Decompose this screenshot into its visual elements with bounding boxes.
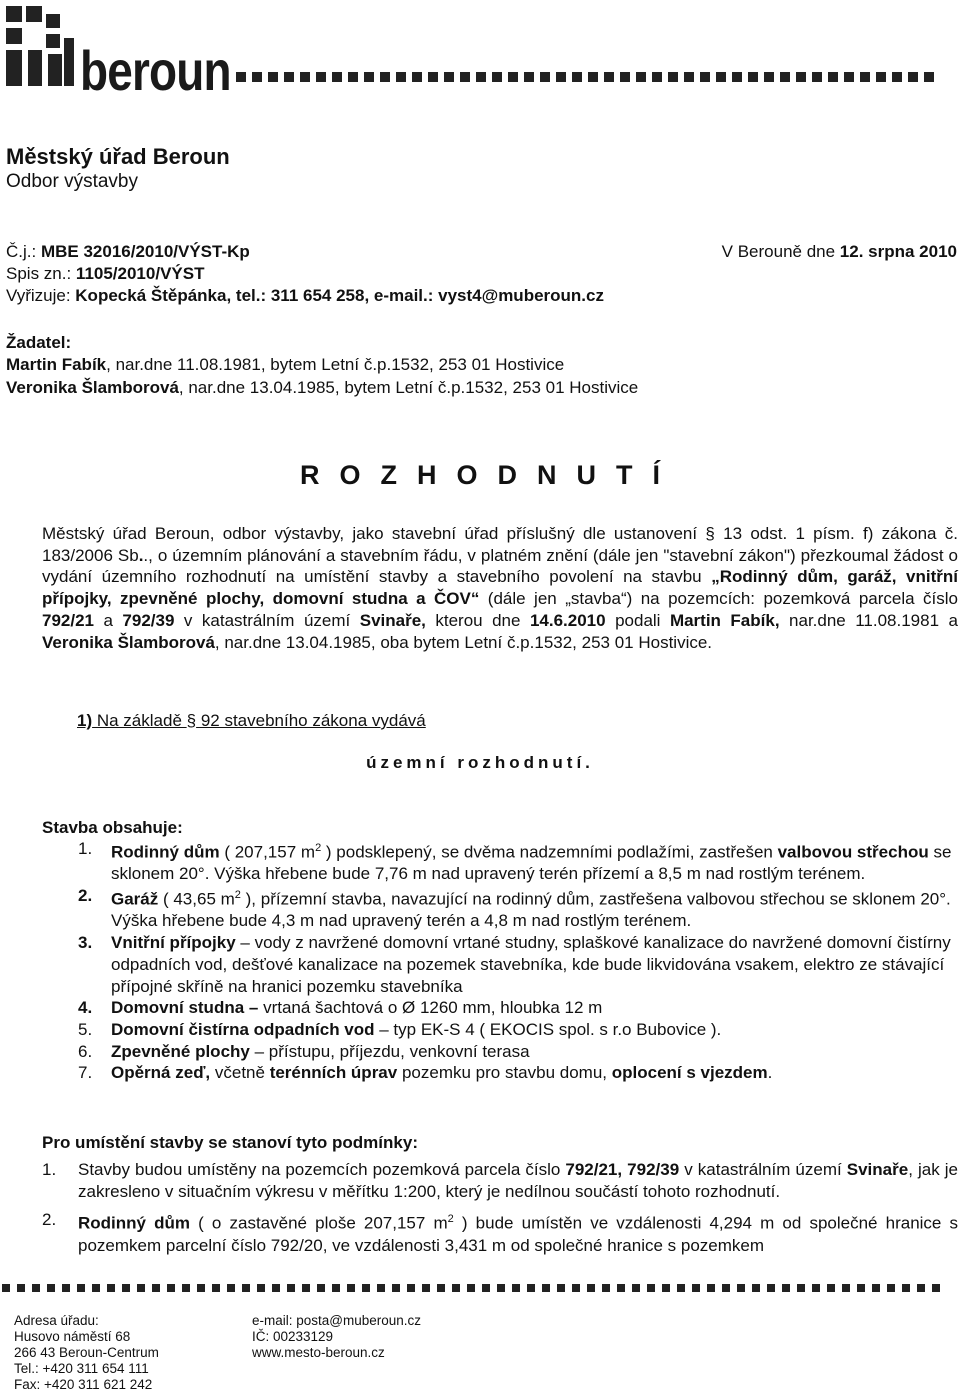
logo-wordmark: beroun (80, 39, 231, 102)
applicant-1: Martin Fabík, nar.dne 11.08.1981, bytem Letní č.p.1532, 253 01 Hostivice (6, 355, 565, 374)
conditions-list (42, 1159, 958, 1256)
list-item: 5. Domovní čistírna odpadních vod – typ EK-S 4 ( EKOCIS spol. s r.o Bubovice ). (78, 1019, 722, 1039)
footer-email[interactable]: e-mail: posta@muberoun.cz (252, 1313, 422, 1328)
contents-list (42, 838, 958, 1084)
list-item: 7. Opěrná zeď, včetně terénních úprav pozemku pro stavbu domu, oplocení s vjezdem. (78, 1063, 773, 1083)
footer-address: Adresa úřadu: Husovo náměstí 68 266 43 Beroun-Centrum Tel.: +420 311 654 111 Fax: +420 311 621 242 (14, 1313, 159, 1392)
conditions-heading: Pro umístění stavby se stanoví tyto podmínky: (42, 1133, 418, 1152)
office-name: Městský úřad Beroun (6, 144, 230, 169)
list-item: 1. Stavby budou umístěny na pozemcích pozemková parcela číslo 792/21, 792/39 v katastrálním území Svinaře, jak je zakresleno v situačním výkresu v měřítku 1:200, který je nedílnou součástí tohoto rozhodnutí. (42, 1160, 958, 1201)
handler: Vyřizuje: Kopecká Štěpánka, tel.: 311 654 258, e-mail.: vyst4@muberoun.cz (6, 286, 604, 305)
section-sign-icon: § (186, 711, 197, 730)
logo-decor-squares (236, 72, 934, 82)
contents-heading: Stavba obsahuje: (42, 818, 183, 837)
office-department: Odbor výstavby (6, 171, 138, 192)
applicant-label: Žadatel: (6, 333, 72, 352)
footer-contacts: e-mail: posta@muberoun.cz IČ: 00233129 www.mesto-beroun.cz (252, 1313, 422, 1360)
list-item: 1. Rodinný dům ( 207,157 $m^2$ ) podsklepený, se dvěma nadzemními podlažími, zastřešen valbovou střechou se sklonem 20°. Výška hřebene bude 7,76 m nad upravený terén přízemí a 8,5 m nad rostlým terénem. (78, 839, 952, 884)
footer-web[interactable]: www.mesto-beroun.cz (252, 1345, 385, 1360)
applicant-2: Veronika Šlamborová, nar.dne 13.04.1985, bytem Letní č.p.1532, 253 01 Hostivice (6, 378, 639, 397)
file-number: Spis zn.: 1105/2010/VÝST (6, 264, 205, 283)
place-date: V Berouně dne 12. srpna 2010 (721, 242, 957, 261)
list-item: 6. Zpevněné plochy – přístupu, příjezdu, venkovní terasa (78, 1041, 530, 1061)
section-1-line: 1) Na základě § 92 stavebního zákona vydává (77, 711, 426, 730)
section-sign-icon: § (705, 524, 715, 543)
city-logo (4, 4, 954, 102)
list-item: 3. Vnitřní přípojky – vody z navržené domovní vrtané studny, splaškové kanalizace do navržené domovní čistírny odpadních vod, dešťové kanalizace na pozemek stavebníka, kde bude likvidována vsakem, elektro ze stávající přípojné skříně na hranici pozemku stavebníka (78, 933, 951, 996)
reference-number: Č.j.: MBE 32016/2010/VÝST-Kp (6, 242, 250, 261)
footer-divider (2, 1284, 940, 1292)
beroun-logo-icon (4, 4, 84, 90)
decision-title: ROZHODNUTÍ (300, 460, 680, 490)
decision-subtitle: územní rozhodnutí. (366, 753, 594, 772)
intro-paragraph: Městský úřad Beroun, odbor výstavby, jako stavební úřad příslušný dle ustanovení § 13 odst. 1 písm. f) zákona č. 183/2006 Sb.., o územním plánování a stavebním řádu, v platném znění (dále jen "stavební zákon") přezkoumal žádost o vydání územního rozhodnutí na umístění stavby a stavebního povolení na stavbu „Rodinný dům, garáž, vnitřní přípojky, zpevněné plochy, domovní studna a ČOV“ (dále jen „stavba“) na pozemcích: pozemková parcela číslo 792/21 a 792/39 v katastrálním území Svinaře, kterou dne 14.6.2010 podali Martin Fabík, nar.dne 11.08.1981 a Veronika Šlamborová, nar.dne 13.04.1985, oba bytem Letní č.p.1532, 253 01 Hostivice. (42, 524, 958, 652)
list-item: 2. Garáž ( 43,65 $m^2$ ), přízemní stavba, navazující na rodinný dům, zastřešena valbovou střechou se sklonem 20°. Výška hřebene bude 4,3 m nad upravený terén a 4,8 m nad rostlým terénem. (78, 886, 951, 931)
list-item: 4. Domovní studna – vrtaná šachtová o Ø 1260 mm, hloubka 12 m (78, 998, 603, 1018)
list-item: 2. Rodinný dům ( o zastavěné ploše 207,157 $m^2$ ) bude umístěn ve vzdálenosti 4,294 m od společné hranice s pozemkem parcelní číslo 792/20, ve vzdálenosti 3,431 m od společné hranice s pozemkem (42, 1210, 959, 1255)
